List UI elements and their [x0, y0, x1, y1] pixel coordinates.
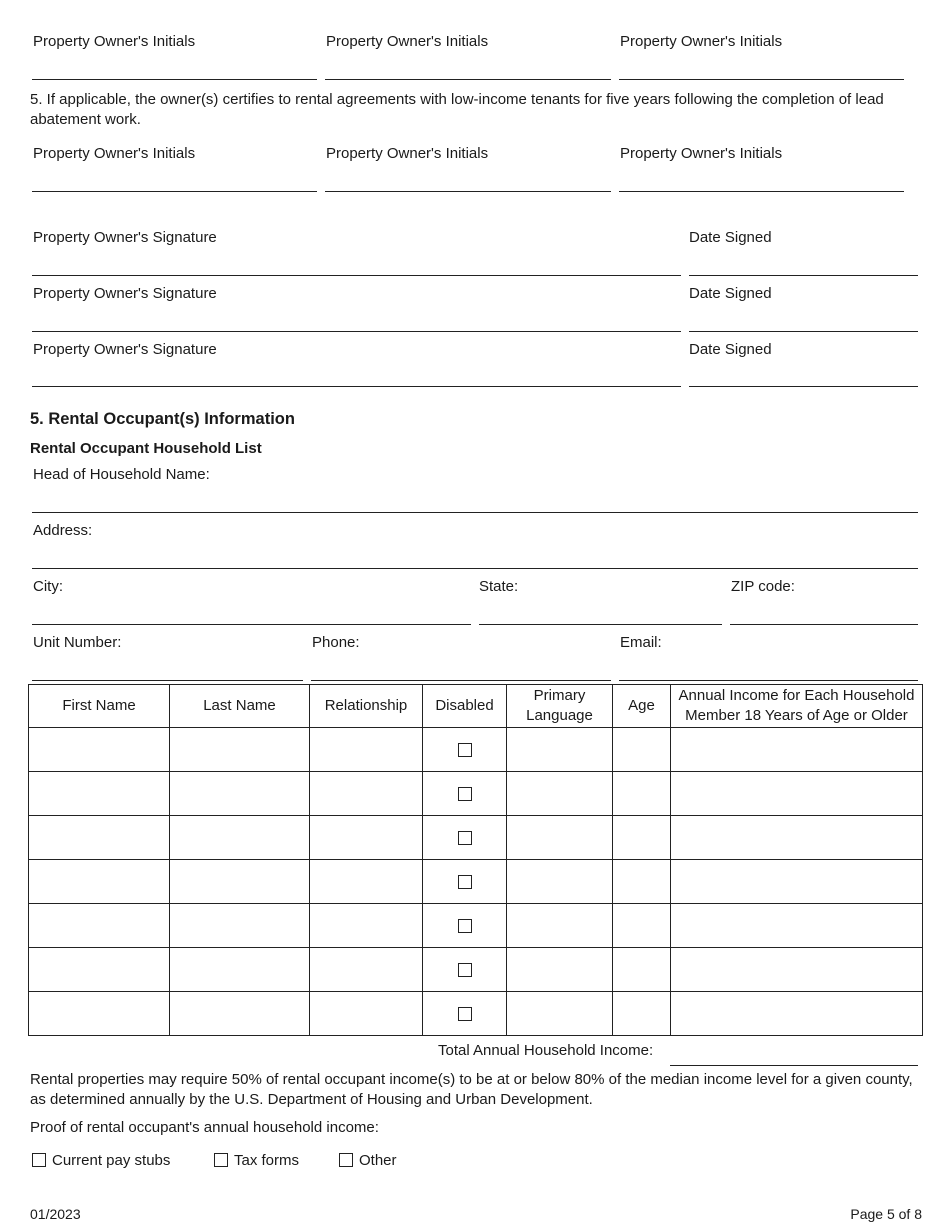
- disabled-checkbox[interactable]: [458, 919, 472, 933]
- total-income-field[interactable]: [670, 1065, 918, 1066]
- disabled-checkbox[interactable]: [458, 743, 472, 757]
- pay-stubs-label: Current pay stubs: [52, 1152, 171, 1169]
- last-name-cell[interactable]: [170, 992, 310, 1036]
- last-name-cell[interactable]: [170, 904, 310, 948]
- column-header-primary-language: Primary Language: [507, 685, 613, 728]
- table-row: [29, 904, 923, 948]
- table-row: [29, 992, 923, 1036]
- table-row: [29, 948, 923, 992]
- other-label: Other: [359, 1152, 397, 1169]
- form-revision-date: 01/2023: [30, 1206, 81, 1222]
- relationship-cell[interactable]: [310, 816, 423, 860]
- primary-language-cell[interactable]: [507, 904, 613, 948]
- section-subtitle: Rental Occupant Household List: [30, 440, 262, 457]
- owner-signature-field[interactable]: [32, 331, 681, 332]
- city-field[interactable]: [32, 624, 471, 625]
- disabled-checkbox[interactable]: [458, 875, 472, 889]
- owner-initials-label: Property Owner's Initials: [326, 33, 489, 50]
- disabled-cell[interactable]: [423, 816, 507, 860]
- table-row: [29, 860, 923, 904]
- primary-language-cell[interactable]: [507, 728, 613, 772]
- table-row: [29, 772, 923, 816]
- owner-initials-field[interactable]: [325, 79, 611, 80]
- primary-language-cell[interactable]: [507, 948, 613, 992]
- first-name-cell[interactable]: [29, 816, 170, 860]
- column-header-annual-income: Annual Income for Each Household Member 18 Years of Age or Older: [671, 685, 923, 728]
- occupant-table: [28, 684, 923, 1036]
- owner-initials-field[interactable]: [32, 79, 317, 80]
- table-header-row: [29, 685, 923, 728]
- annual-income-cell[interactable]: [671, 728, 923, 772]
- age-cell[interactable]: [613, 772, 671, 816]
- primary-language-cell[interactable]: [507, 816, 613, 860]
- owner-initials-label: Property Owner's Initials: [33, 145, 196, 162]
- phone-label: Phone:: [312, 634, 360, 651]
- email-field[interactable]: [619, 680, 918, 681]
- annual-income-cell[interactable]: [671, 816, 923, 860]
- disabled-cell[interactable]: [423, 728, 507, 772]
- owner-initials-label: Property Owner's Initials: [33, 33, 196, 50]
- disabled-cell[interactable]: [423, 904, 507, 948]
- owner-initials-label: Property Owner's Initials: [620, 33, 783, 50]
- annual-income-cell[interactable]: [671, 860, 923, 904]
- tax-forms-checkbox[interactable]: [214, 1153, 228, 1167]
- column-header-first-name: First Name: [29, 685, 170, 728]
- relationship-cell[interactable]: [310, 948, 423, 992]
- relationship-cell[interactable]: [310, 992, 423, 1036]
- disabled-checkbox[interactable]: [458, 963, 472, 977]
- last-name-cell[interactable]: [170, 860, 310, 904]
- first-name-cell[interactable]: [29, 992, 170, 1036]
- disabled-cell[interactable]: [423, 948, 507, 992]
- tax-forms-label: Tax forms: [234, 1152, 300, 1169]
- zip-label: ZIP code:: [731, 578, 795, 595]
- annual-income-cell[interactable]: [671, 904, 923, 948]
- phone-field[interactable]: [311, 680, 611, 681]
- age-cell[interactable]: [613, 816, 671, 860]
- total-income-label: Total Annual Household Income:: [438, 1042, 654, 1059]
- state-field[interactable]: [479, 624, 722, 625]
- primary-language-cell[interactable]: [507, 992, 613, 1036]
- first-name-cell[interactable]: [29, 772, 170, 816]
- last-name-cell[interactable]: [170, 816, 310, 860]
- proof-of-income-label: Proof of rental occupant's annual household income:: [30, 1119, 379, 1136]
- last-name-cell[interactable]: [170, 772, 310, 816]
- age-cell[interactable]: [613, 860, 671, 904]
- owner-signature-label: Property Owner's Signature: [33, 285, 217, 302]
- age-cell[interactable]: [613, 728, 671, 772]
- zip-field[interactable]: [730, 624, 918, 625]
- owner-initials-label: Property Owner's Initials: [620, 145, 783, 162]
- annual-income-cell[interactable]: [671, 992, 923, 1036]
- income-eligibility-note: Rental properties may require 50% of rental occupant income(s) to be at or below 80% of the median income level for a given county, as determined annually by the U.S. Department of Housing and Urban Development.: [30, 1071, 913, 1108]
- address-label: Address:: [33, 522, 93, 539]
- section-title: 5. Rental Occupant(s) Information: [30, 410, 295, 428]
- owner-initials-field[interactable]: [32, 191, 317, 192]
- date-signed-label: Date Signed: [689, 285, 772, 302]
- last-name-cell[interactable]: [170, 728, 310, 772]
- pay-stubs-checkbox[interactable]: [32, 1153, 46, 1167]
- primary-language-cell[interactable]: [507, 860, 613, 904]
- disabled-cell[interactable]: [423, 992, 507, 1036]
- head-of-household-field[interactable]: [32, 512, 918, 513]
- annual-income-cell[interactable]: [671, 948, 923, 992]
- unit-number-label: Unit Number:: [33, 634, 122, 651]
- owner-signature-field[interactable]: [32, 386, 681, 387]
- last-name-cell[interactable]: [170, 948, 310, 992]
- relationship-cell[interactable]: [310, 728, 423, 772]
- owner-signature-field[interactable]: [32, 275, 681, 276]
- first-name-cell[interactable]: [29, 728, 170, 772]
- column-header-relationship: Relationship: [310, 685, 423, 728]
- column-header-age: Age: [613, 685, 671, 728]
- disabled-cell[interactable]: [423, 772, 507, 816]
- unit-number-field[interactable]: [32, 680, 303, 681]
- column-header-disabled: Disabled: [423, 685, 507, 728]
- owner-initials-field[interactable]: [619, 191, 904, 192]
- primary-language-cell[interactable]: [507, 772, 613, 816]
- certification-statement: 5. If applicable, the owner(s) certifies to rental agreements with low-income tenants for five years following the completion of lead abatement work.: [30, 91, 884, 128]
- city-label: City:: [33, 578, 63, 595]
- first-name-cell[interactable]: [29, 860, 170, 904]
- other-checkbox[interactable]: [339, 1153, 353, 1167]
- table-row: [29, 816, 923, 860]
- age-cell[interactable]: [613, 904, 671, 948]
- date-signed-label: Date Signed: [689, 341, 772, 358]
- owner-initials-field[interactable]: [325, 191, 611, 192]
- owner-signature-label: Property Owner's Signature: [33, 341, 217, 358]
- first-name-cell[interactable]: [29, 904, 170, 948]
- disabled-checkbox[interactable]: [458, 787, 472, 801]
- owner-initials-label: Property Owner's Initials: [326, 145, 489, 162]
- first-name-cell[interactable]: [29, 948, 170, 992]
- proof-option-tax-forms[interactable]: [214, 1152, 299, 1169]
- date-signed-label: Date Signed: [689, 229, 772, 246]
- page-number: Page 5 of 8: [850, 1206, 922, 1222]
- table-row: [29, 728, 923, 772]
- date-signed-field[interactable]: [689, 275, 918, 276]
- age-cell[interactable]: [613, 948, 671, 992]
- proof-option-pay-stubs[interactable]: [32, 1152, 170, 1169]
- proof-option-other[interactable]: [339, 1152, 397, 1169]
- disabled-checkbox[interactable]: [458, 1007, 472, 1021]
- state-label: State:: [479, 578, 519, 595]
- address-field[interactable]: [32, 568, 918, 569]
- disabled-checkbox[interactable]: [458, 831, 472, 845]
- date-signed-field[interactable]: [689, 386, 918, 387]
- email-label: Email:: [620, 634, 662, 651]
- age-cell[interactable]: [613, 992, 671, 1036]
- owner-signature-label: Property Owner's Signature: [33, 229, 217, 246]
- disabled-cell[interactable]: [423, 860, 507, 904]
- date-signed-field[interactable]: [689, 331, 918, 332]
- head-of-household-label: Head of Household Name:: [33, 466, 210, 483]
- annual-income-cell[interactable]: [671, 772, 923, 816]
- relationship-cell[interactable]: [310, 904, 423, 948]
- owner-initials-field[interactable]: [619, 79, 904, 80]
- column-header-last-name: Last Name: [170, 685, 310, 728]
- relationship-cell[interactable]: [310, 772, 423, 816]
- relationship-cell[interactable]: [310, 860, 423, 904]
